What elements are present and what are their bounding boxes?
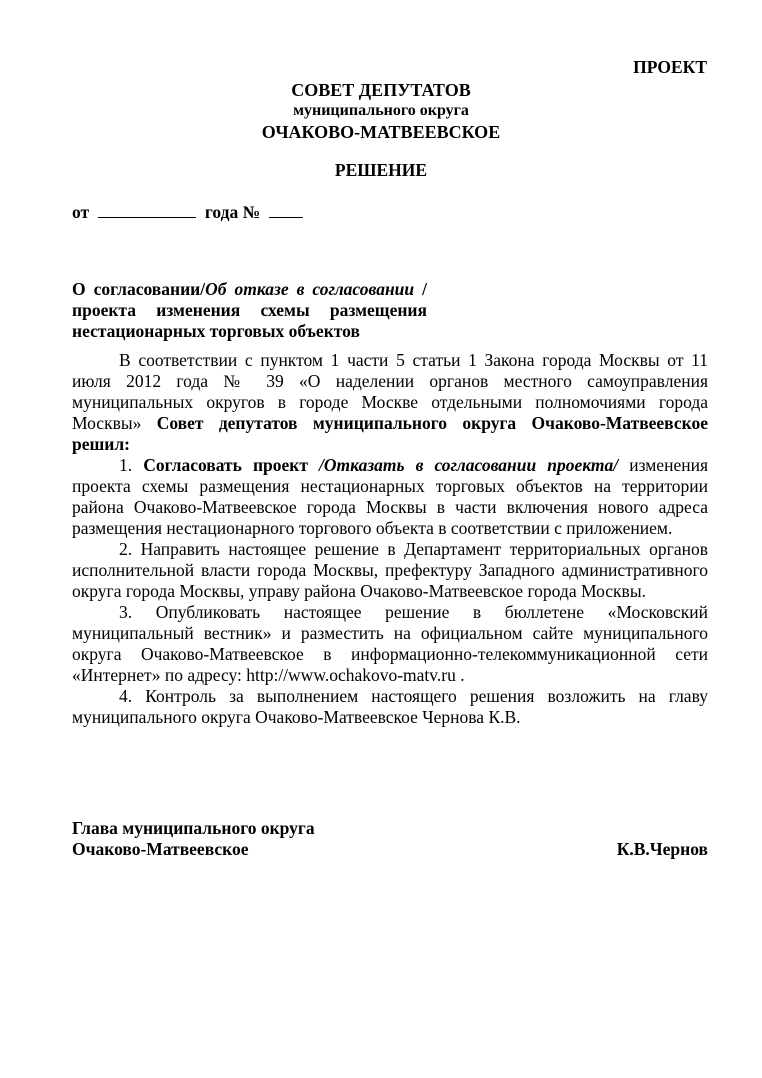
date-prefix: от xyxy=(72,202,90,222)
decision-body xyxy=(72,350,708,728)
body-item-4: 4. Контроль за выполнением настоящего решения возложить на главу муниципального округа Очаково-Матвеевское Чернова К.В. xyxy=(72,686,708,727)
date-number-line xyxy=(72,202,303,223)
subject-part3: / xyxy=(414,279,427,299)
item1-rest: изменения проекта схемы размещения нестационарных торговых объектов на территории района Очаково-Матвеевское города Москвы в части включения нового адреса размещения нестационарного торгового объекта в соответствии с приложением. xyxy=(72,455,708,538)
signature-name: К.В.Чернов xyxy=(616,839,708,859)
header-district-label: муниципального округа xyxy=(293,102,469,119)
document-type: РЕШЕНИЕ xyxy=(334,160,428,180)
draft-stamp: ПРОЕКТ xyxy=(633,57,707,77)
subject-part2: Об отказе в согласовании xyxy=(205,279,415,299)
subject-part1: О согласовании/ xyxy=(72,279,206,299)
body-item-2: 2. Направить настоящее решение в Департамент территориальных органов исполнительной власти города Москвы, префектуру Западного административного округа города Москвы, управу района Очаково-Матвеевское города Москвы. xyxy=(72,539,708,601)
intro-bold: Совет депутатов муниципального округа Очаково-Матвеевское решил: xyxy=(72,413,708,454)
subject-rest: проекта изменения схемы размещения нестационарных торговых объектов xyxy=(72,300,427,341)
date-blank xyxy=(98,203,196,218)
body-intro xyxy=(72,350,708,455)
decision-subject xyxy=(72,279,427,342)
header-council: СОВЕТ ДЕПУТАТОВ xyxy=(291,80,471,100)
header-district-name: ОЧАКОВО-МАТВЕЕВСКОЕ xyxy=(261,122,501,142)
signature-title-line2: Очаково-Матвеевское xyxy=(72,839,249,859)
item1-number: 1. xyxy=(119,455,144,475)
signature-block xyxy=(72,818,708,860)
body-item-3: 3. Опубликовать настоящее решение в бюллетене «Московский муниципальный вестник» и разместить на официальном сайте муниципального округа Очаково-Матвеевское в информационно-телекоммуникационной сети «Интернет» по адресу: http://www.ochakovo-matv.ru . xyxy=(72,602,708,685)
item1-bold: Согласовать проект xyxy=(143,455,320,475)
signature-row xyxy=(72,839,708,860)
item1-bold-italic: /Отказать в согласовании проекта/ xyxy=(319,455,619,475)
date-middle: года № xyxy=(204,202,261,222)
body-item-1 xyxy=(72,455,708,539)
document-header xyxy=(0,80,762,143)
number-blank xyxy=(269,203,303,218)
signature-title-line1: Глава муниципального округа xyxy=(72,818,315,838)
intro-text: В соответствии с пунктом 1 части 5 статьи 1 Закона города Москвы от 11 июля 2012 года № 39 «О наделении органов местного самоуправления муниципальных округов в городе Москве отдельными полномочиями города Москвы» xyxy=(72,350,708,433)
